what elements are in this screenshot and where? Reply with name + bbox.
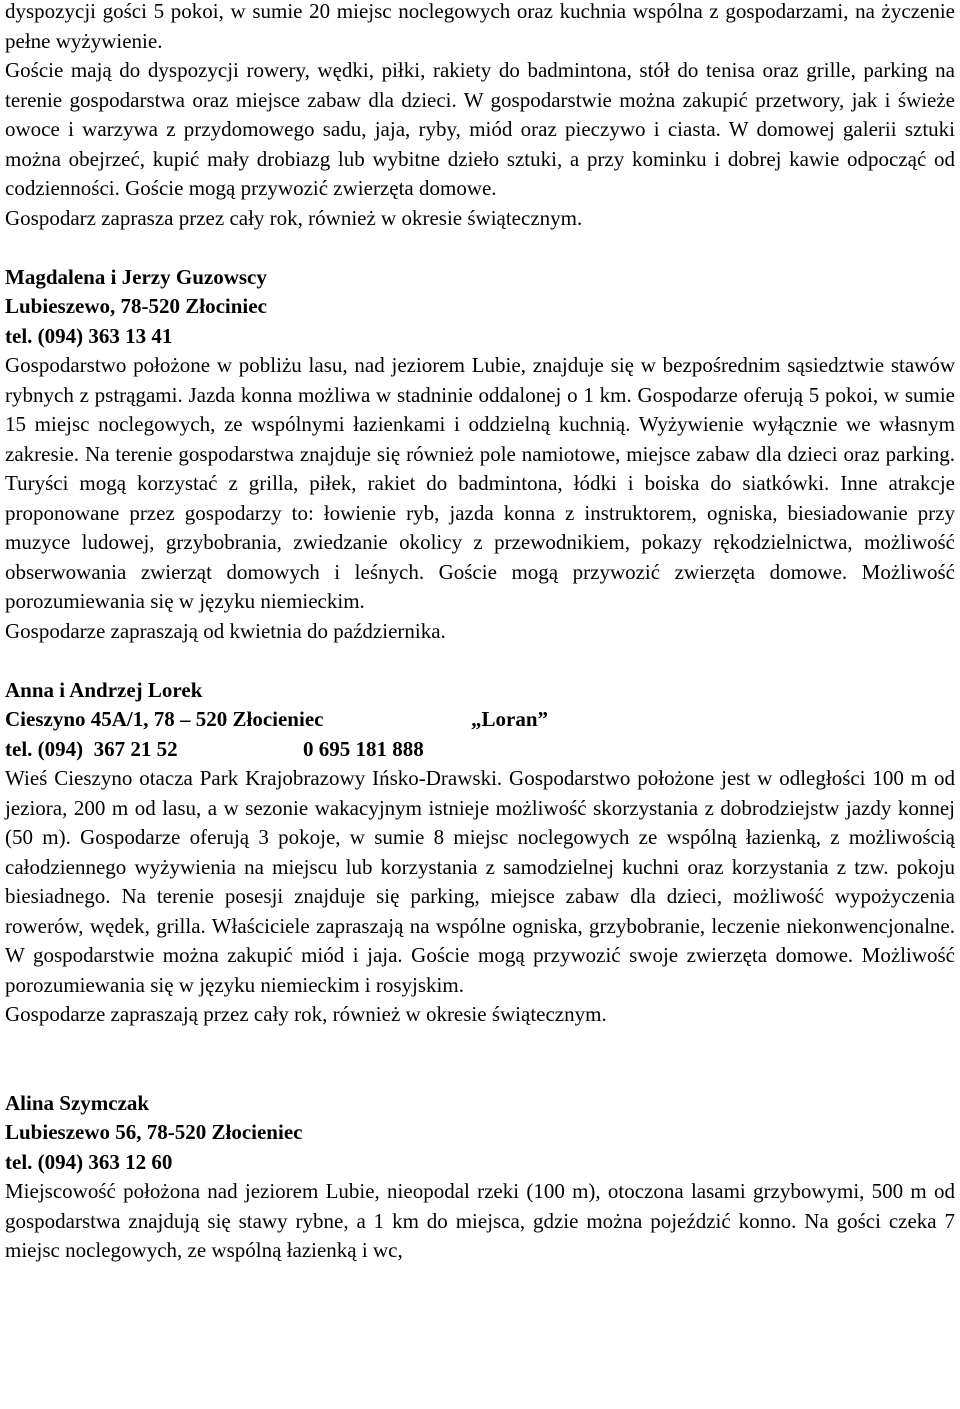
listing-phone: tel. (094) 367 21 52 — [5, 736, 178, 761]
listing-closing: Gospodarze zapraszają przez cały rok, również w okresie świątecznym. — [5, 1002, 607, 1026]
listing-phone: tel. (094) 363 12 60 — [5, 1149, 173, 1174]
listing-closing: Gospodarze zapraszają od kwietnia do października. — [5, 618, 446, 643]
listing-phone: tel. (094) 363 13 41 — [5, 323, 173, 348]
listing-farm-name: „Loran” — [471, 707, 549, 731]
listing-phone-line — [5, 735, 955, 765]
listing-lorek — [5, 676, 955, 1030]
listing-description: Miejscowość położona nad jeziorem Lubie, nieopodal rzeki (100 m), otoczona lasami grzybowymi, 500 m od gospodarstwa znajdują się stawy rybne, a 1 km do miejsca, gdzie można pojeździć konno. Na gości czeka 7 miejsc noclegowych, ze wspólną łazienką i wc, — [5, 1179, 955, 1262]
listing-address: Lubieszewo, 78-520 Złociniec — [5, 294, 267, 318]
listing-description: Gospodarstwo położone w pobliżu lasu, nad jeziorem Lubie, znajduje się w bezpośrednim sąsiedztwie stawów rybnych z pstrągami. Jazda konna możliwa w stadninie oddalonej o 1 km. Gospodarze oferują 5 pokoi, w sumie 15 miejsc noclegowych, ze wspólnymi łazienkami i oddzielną kuchnią. Wyżywienie wyłącznie we własnym zakresie. Na terenie gospodarstwa znajduje się również pole namiotowe, miejsce zabaw dla dzieci oraz parking. Turyści mogą korzystać z grilla, piłek, rakiet do badmintona, łódki i boiska do siatkówki. Inne atrakcje proponowane przez gospodarzy to: łowienie ryb, jazda konna z instruktorem, ogniska, biesiadowanie przy muzyce ludowej, grzybobrania, zwiedzanie okolicy z przewodnikiem, pokazy rękodzielnictwa, możliwość obserwowania zwierząt domowych i leśnych. Goście mogą przywozić zwierzęta domowe. Możliwość porozumiewania się w języku niemieckim. — [5, 353, 955, 613]
listing-guzowscy — [5, 263, 955, 647]
listing-address: Cieszyno 45A/1, 78 – 520 Złocieniec — [5, 707, 324, 731]
listing-szymczak — [5, 1089, 955, 1266]
intro-closing: Gospodarz zaprasza przez cały rok, również w okresie świątecznym. — [5, 205, 583, 230]
intro-paragraph-1: dyspozycji gości 5 pokoi, w sumie 20 miejsc noclegowych oraz kuchnia wspólna z gospodarzami, na życzenie pełne wyżywienie. — [5, 0, 955, 53]
listing-address: Lubieszewo 56, 78-520 Złocieniec — [5, 1120, 303, 1144]
intro-paragraph-2: Goście mają do dyspozycji rowery, wędki, piłki, rakiety do badmintona, stół do tenisa oraz grille, parking na terenie gospodarstwa oraz miejsce zabaw dla dzieci. W gospodarstwie można zakupić przetwory, jak i świeże owoce i warzywa z przydomowego sadu, jaja, ryby, miód oraz pieczywo i ciasta. W domowej galerii sztuki można obejrzeć, kupić mały drobiazg lub wybitne dzieło sztuki, a przy kominku i dobrej kawie odpocząć od codzienności. Goście mogą przywozić zwierzęta domowe. — [5, 58, 955, 200]
listing-mobile: 0 695 181 888 — [303, 736, 424, 761]
listing-description: Wieś Cieszyno otacza Park Krajobrazowy Ińsko-Drawski. Gospodarstwo położone jest w odległości 100 m od jeziora, 200 m od lasu, a w sezonie wakacyjnym istnieje możliwość skorzystania z dobrodziejstw jazdy konnej (50 m). Gospodarze oferują 3 pokoje, w sumie 8 miejsc noclegowych ze wspólną łazienką, z możliwością całodziennego wyżywienia na miejscu lub korzystania z samodzielnej kuchni oraz korzystania z tzw. pokoju biesiadnego. Na terenie posesji znajduje się parking, miejsce zabaw dla dzieci, możliwość wypożyczenia rowerów, wędek, grilla. Właściciele zapraszają na wspólne ogniska, grzybobranie, leczenie niekonwencjonalne. W gospodarstwie można zakupić miód i jaja. Goście mogą przywozić swoje zwierzęta domowe. Możliwość porozumiewania się w języku niemieckim i rosyjskim. — [5, 766, 955, 997]
listing-address-line — [5, 705, 955, 735]
listing-owner-name: Alina Szymczak — [5, 1090, 150, 1115]
document-page — [5, 0, 955, 1266]
listing-owner-name: Magdalena i Jerzy Guzowscy — [5, 264, 267, 289]
listing-owner-name: Anna i Andrzej Lorek — [5, 677, 203, 702]
